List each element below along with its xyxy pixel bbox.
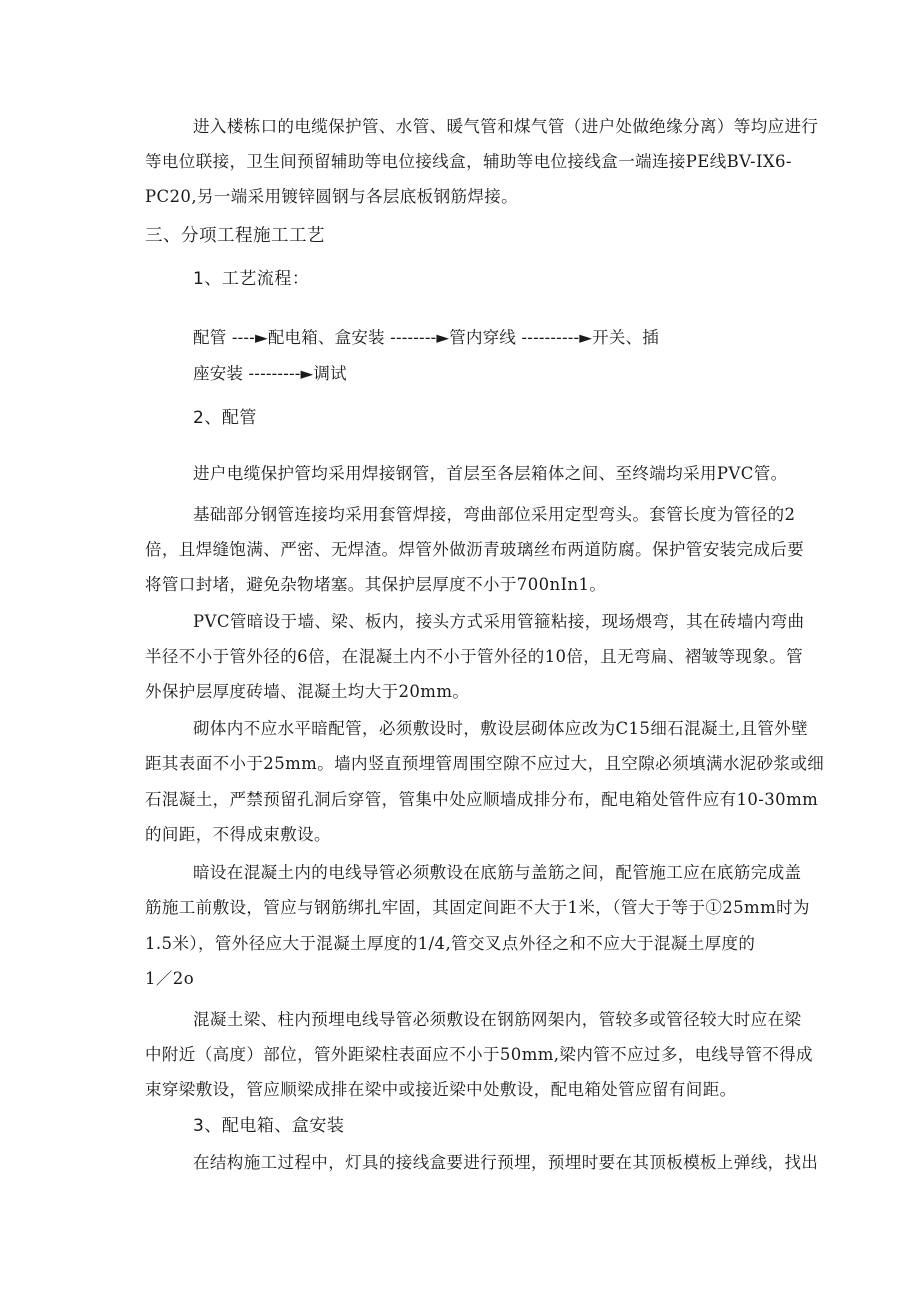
piping-p6-line-3: 束穿梁敷设，管应顺梁成排在梁中或接近梁中处敷设，配电箱处管应留有间距。 <box>145 1080 737 1099</box>
piping-p4-line-3: 石混凝土，严禁预留孔洞后穿管，管集中处应顺墙成排分布，配电箱处管件应有10-30mm <box>145 790 819 809</box>
process-flow-line-2: 座安装 ---------►调试 <box>193 364 347 383</box>
piping-p4-line-1: 砌体内不应水平暗配管，必须敷设时，敷设层砌体应改为C15细石混凝土,且管外壁 <box>193 719 809 738</box>
box-install-heading: 3、配电箱、盒安装 <box>193 1116 345 1136</box>
intro-line-3: PC20,另一端采用镀锌圆钢与各层底板钢筋焊接。 <box>145 187 519 206</box>
piping-heading: 2、配管 <box>193 408 257 428</box>
piping-p5-line-3: 1.5米），管外径应大于混凝土厚度的1/4,管交叉点外径之和不应大于混凝土厚度的 <box>145 934 756 953</box>
piping-p3-line-2: 半径不小于管外径的6倍，在混凝土内不小于管外径的10倍，且无弯扁、褶皱等现象。管 <box>145 647 803 666</box>
piping-p1-line-1: 进户电缆保护管均采用焊接钢管，首层至各层箱体之间、至终端均采用PVC管。 <box>193 464 788 483</box>
box-install-p1-line-1: 在结构施工过程中，灯具的接线盒要进行预埋，预埋时要在其顶板模板上弹线，找出 <box>193 1153 819 1172</box>
piping-p2-line-2: 倍，且焊缝饱满、严密、无焊渣。焊管外做沥青玻璃丝布两道防腐。保护管安装完成后要 <box>145 540 805 559</box>
piping-p6-line-2: 中附近（高度）部位，管外距梁柱表面应不小于50mm,梁内管不应过多，电线导管不得成 <box>145 1045 813 1064</box>
piping-p4-line-2: 距其表面不小于25mm。墙内竖直预埋管周围空隙不应过大，且空隙必须填满水泥砂浆或细 <box>145 754 825 773</box>
piping-p4-line-4: 的间距，不得成束敷设。 <box>145 825 331 844</box>
piping-p3-line-1: PVC管暗设于墙、梁、板内，接头方式采用管箍粘接，现场煨弯，其在砖墙内弯曲 <box>193 612 805 631</box>
piping-p5-line-1: 暗设在混凝土内的电线导管必须敷设在底筋与盖筋之间，配管施工应在底筋完成盖 <box>193 863 802 882</box>
intro-line-1: 进入楼栋口的电缆保护管、水管、暖气管和煤气管（进户处做绝缘分离）等均应进行 <box>193 117 819 136</box>
piping-p6-line-1: 混凝土梁、柱内预埋电线导管必须敷设在钢筋网架内，管较多或管径较大时应在梁 <box>193 1010 802 1029</box>
process-flow-heading: 1、工艺流程： <box>193 269 310 289</box>
piping-p5-line-4: 1／2o <box>145 969 195 988</box>
piping-p3-line-3: 外保护层厚度砖墙、混凝土均大于20mm。 <box>145 682 470 701</box>
intro-line-2: 等电位联接，卫生间预留辅助等电位接线盒，辅助等电位接线盒一端连接PE线BV-IX6- <box>145 152 792 171</box>
piping-p2-line-1: 基础部分钢管连接均采用套管焊接，弯曲部位采用定型弯头。套管长度为管径的2 <box>193 505 796 524</box>
section-heading: 三、分项工程施工工艺 <box>145 226 325 246</box>
piping-p5-line-2: 筋施工前敷设，管应与钢筋绑扎牢固，其固定间距不大于1米，（管大于等于①25mm时为 <box>145 898 810 917</box>
piping-p2-line-3: 将管口封堵，避免杂物堵塞。其保护层厚度不小于700nIn1。 <box>145 575 607 594</box>
process-flow-line-1: 配管 ----►配电箱、盒安装 --------►管内穿线 ----------►开关、插 <box>193 328 659 347</box>
